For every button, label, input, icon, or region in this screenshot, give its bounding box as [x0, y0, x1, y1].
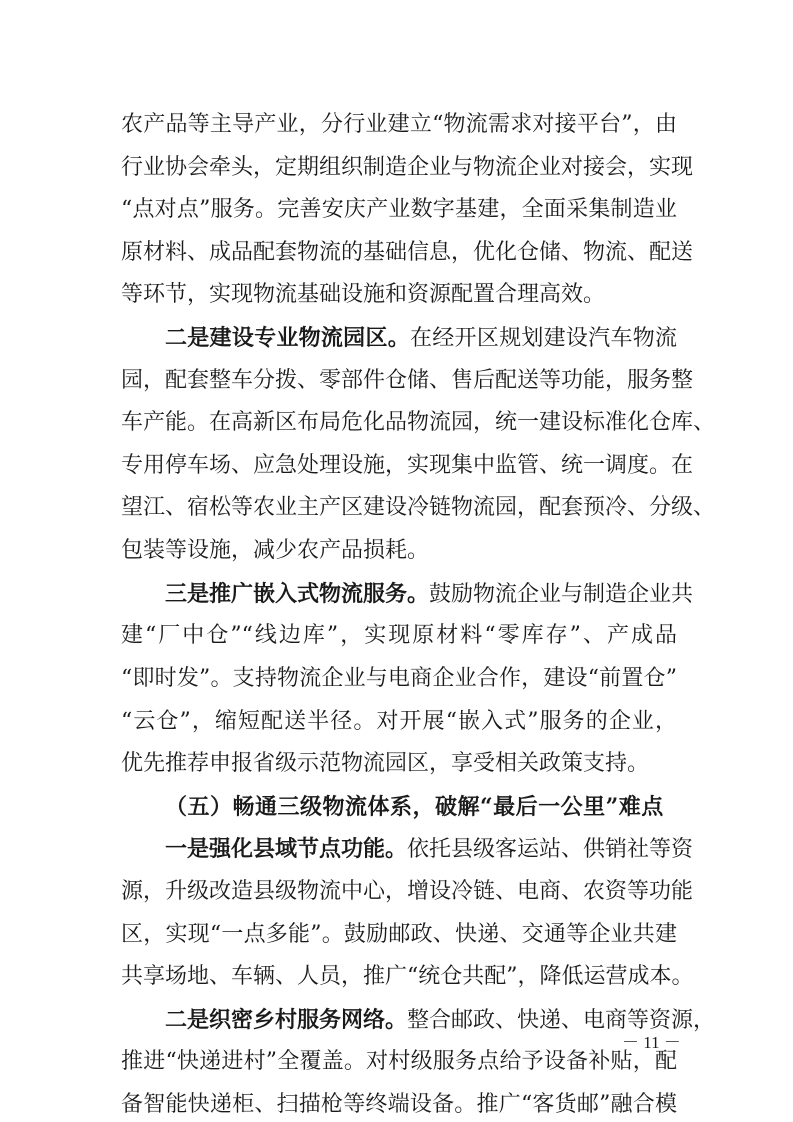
body-text-line: “即时发”。支持物流企业与电商企业合作，建设“前置仓” [121, 665, 677, 691]
paragraph-first-line [165, 834, 694, 865]
section-heading: （五）畅通三级物流体系，破解“最后一公里”难点 [165, 793, 664, 820]
body-text-line: 区，实现“一点多能”。鼓励邮政、快递、交通等企业共建 [121, 921, 677, 947]
body-text-line: 望江、宿松等农业主产区建设冷链物流园，配套预冷、分级、 [121, 495, 716, 521]
paragraph-text: 在经开区规划建设汽车物流 [410, 326, 677, 352]
paragraph-first-line [165, 1005, 716, 1036]
paragraph-text: 依托县级客运站、供销社等资 [407, 837, 694, 863]
paragraph-lead: 二是织密乡村服务网络。 [165, 1006, 408, 1033]
paragraph-lead: 一是强化县域节点功能。 [165, 836, 408, 863]
body-text-line: 共享场地、车辆、人员，推广“统仓共配”，降低运营成本。 [121, 964, 694, 990]
paragraph-lead: 二是建设专业物流园区。 [165, 325, 410, 352]
body-text-line: “云仓”，缩短配送半径。对开展“嵌入式”服务的企业， [121, 708, 677, 734]
body-text-line: 农产品等主导产业，分行业建立“物流需求对接平台”，由 [121, 112, 677, 137]
body-text-line: 园，配套整车分拨、零部件仓储、售后配送等功能，服务整 [121, 367, 694, 393]
body-text-line: 等环节，实现物流基础设施和资源配置合理高效。 [121, 282, 606, 308]
body-text-line: 车产能。在高新区布局危化品物流园，统一建设标准化仓库、 [121, 410, 716, 436]
body-text-line: “点对点”服务。完善安庆产业数字基建，全面采集制造业 [121, 197, 677, 223]
paragraph-text: 整合邮政、快递、电商等资源， [407, 1007, 716, 1033]
body-text-line: 行业协会牵头，定期组织制造企业与物流企业对接会，实现 [121, 154, 694, 180]
body-text-line: 专用停车场、应急处理设施，实现集中监管、统一调度。在 [121, 452, 694, 478]
paragraph-text: 鼓励物流企业与制造企业共 [429, 581, 694, 607]
body-text-line: 包装等设施，减少农产品损耗。 [121, 538, 430, 564]
body-text-line: 原材料、成品配套物流的基础信息，优化仓储、物流、配送 [121, 239, 694, 265]
body-text-line: 源，升级改造县级物流中心，增设冷链、电商、农资等功能 [121, 878, 694, 904]
page-number: － 11 － [622, 1033, 681, 1052]
body-text-line: 优先推荐申报省级示范物流园区，享受相关政策支持。 [121, 751, 650, 777]
paragraph-first-line [165, 579, 694, 610]
body-text-line: 推进“快递进村”全覆盖。对村级服务点给予设备补贴，配 [121, 1049, 677, 1075]
body-text-line: 备智能快递柜、扫描枪等终端设备。推广“客货邮”融合模 [121, 1092, 677, 1117]
paragraph-lead: 三是推广嵌入式物流服务。 [165, 580, 430, 607]
paragraph-first-line [165, 323, 677, 354]
body-text-line: 建“厂中仓”“线边库”，实现原材料“零库存”、产成品 [121, 623, 677, 649]
